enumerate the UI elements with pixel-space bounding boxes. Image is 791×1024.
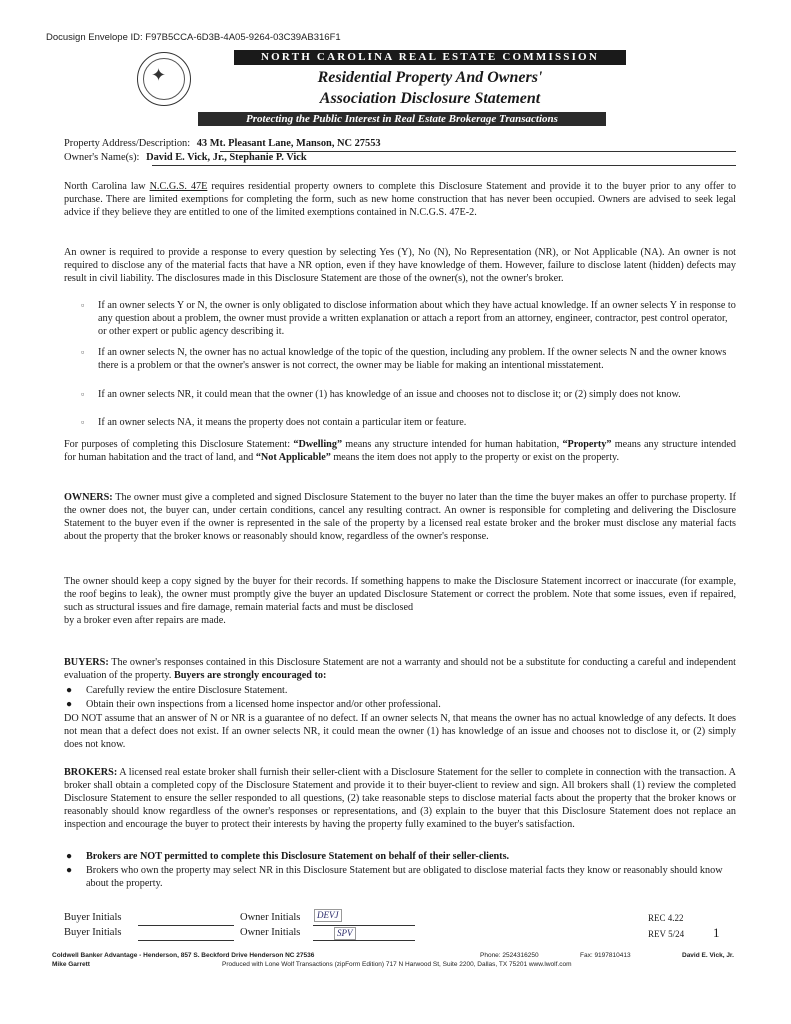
brokers-text: A licensed real estate broker shall furnish their seller-client with a Disclosure Statement for the seller to complete in connection with the transaction. A broker shall obtain a completed copy of the Disclosure Statement and provide it to their buyer-client to review and sign. All brokers shall (1) review the completed Disclosure Statement to ensure the seller responded to all questions, (2) take reasonable steps to disclose material facts about the property that the broker knows or reasonably should know regardless of the owner's responses or representations, and (3) explain to the buyer that this Disclosure Statement does not replace an inspection and encourage the buyer to protect their interests by having the property fully examined to the buyer's satisfaction.: [64, 767, 736, 831]
def-text-2: means any structure intended for human habitation,: [342, 439, 563, 450]
buyers-note: DO NOT assume that an answer of N or NR is a guarantee of no defect. If an owner selects N, that means the owner has no actual knowledge of any defects. It does not mean that a defect does not exist. If an owner selects NR, it could mean the owner (1) has knowledge of an issue and chooses not to disclose it, or (2) simply does not know.: [64, 713, 736, 751]
owners-heading: OWNERS:: [64, 492, 113, 503]
response-bullet-3: ▫ If an owner selects NR, it could mean that the owner (1) has knowledge of an issue and chooses not to disclose it; or (2) simply does not know.: [88, 388, 736, 401]
intro-text-b: requires residential property owners to complete this Disclosure Statement and provide it to the buyer prior to any offer to purchase. There are limited exemptions for completing the form, such as new home construction that has never been occupied. Owners are advised to seek legal advice if they believe they are entitled to one of the limited exemptions contained in N.C.G.S. 47E-2.: [64, 181, 736, 219]
footer-fax: Fax: 9197810413: [580, 952, 631, 959]
commission-banner: NORTH CAROLINA REAL ESTATE COMMISSION: [234, 50, 626, 65]
footer-brokerage: Coldwell Banker Advantage - Henderson, 857 S. Beckford Drive Henderson NC 27536: [52, 952, 315, 959]
owner-name-label: Owner's Name(s):: [64, 152, 140, 163]
response-bullet-text: If an owner selects NR, it could mean that the owner (1) has knowledge of an issue and chooses not to disclose it; or (2) simply does not know.: [98, 389, 681, 400]
owners-paragraph: [64, 491, 736, 543]
owners-text: The owner must give a completed and signed Disclosure Statement to the buyer no later than the time the buyer makes an offer to purchase property. If the owner does not, the buyer can, under certain conditions, cancel any resulting contract. An owner is responsible for completing and delivering the Disclosure Statement to the buyer even if the owner is represented in the sale of the property by a licensed real estate broker and the broker must disclose any material facts about the property that the broker knows or reasonably should know, regardless of the owner's response.: [64, 492, 736, 543]
def-text-3: means any structure intended for human habitation and the tract of land, and: [64, 439, 736, 464]
footer-agent: Mike Garrett: [52, 961, 90, 968]
owner-name-value[interactable]: David E. Vick, Jr., Stephanie P. Vick: [146, 152, 307, 163]
owner-name-row: [64, 152, 307, 163]
def-text-4: means the item does not apply to the property or exist on the property.: [330, 452, 620, 464]
definitions-paragraph: [64, 438, 736, 464]
footer-phone: Phone: 2524316250: [480, 952, 539, 959]
responses-paragraph: An owner is required to provide a response to every question by selecting Yes (Y), No (N), No Representation (NR), or Not Applicable (NA). An owner is not required to disclose any of the material facts that have a NR option, even if they have knowledge of them. However, failure to disclose latent (hidden) defects may result in civil liability. The disclosures made in this Disclosure Statement are those of the owner(s), not the owner's broker.: [64, 247, 736, 285]
response-bullet-2: ▫ If an owner selects N, the owner has no actual knowledge of the topic of the question, including any problem. If the owner selects N and the owner knows there is a problem or that the owner's answer is not correct, the owner may be liable for making an intentional misstatement.: [88, 346, 736, 372]
footer-produced-with: Produced with Lone Wolf Transactions (zipForm Edition) 717 N Harwood St, Suite 2200, Dallas, TX 75201 www.lwolf.com: [222, 961, 572, 968]
page-number: 1: [713, 925, 720, 940]
broker-bullet-text: Brokers are NOT permitted to complete this Disclosure Statement on behalf of their seller-clients.: [86, 851, 510, 862]
broker-bullet-2: ● Brokers who own the property may select NR in this Disclosure Statement but are obligated to disclose material facts they know or reasonably should know about the property.: [64, 864, 736, 890]
statute-link: N.C.G.S. 47E: [149, 181, 208, 192]
envelope-id: Docusign Envelope ID: F97B5CCA-6D3B-4A05-9264-03C39AB316F1: [46, 32, 341, 43]
property-address-label: Property Address/Description:: [64, 138, 191, 149]
form-title-line1: Residential Property And Owners': [317, 69, 543, 86]
def-not-applicable: “Not Applicable”: [255, 452, 331, 464]
def-property: “Property”: [562, 439, 612, 450]
response-bullet-1: ▫ If an owner selects Y or N, the owner is only obligated to disclose information about which they have actual knowledge. If an owner selects Y in response to any question about a problem, the owner must provide a written explanation or attach a report from an attorney, engineer, contractor, pest control operator, or other expert or public agency describing it.: [81, 300, 736, 338]
buyer-bullet-text: Obtain their own inspections from a licensed home inspector and/or other professional.: [86, 699, 441, 710]
response-bullet-4: ▫ If an owner selects NA, it means the property does not contain a particular item or feature.: [88, 416, 736, 429]
owner-initials-line-1: [313, 925, 415, 926]
buyers-text: The owner's responses contained in this Disclosure Statement are not a warranty and should not be a substitute for conducting a careful and independent evaluation of the property.: [64, 657, 736, 682]
property-address-value[interactable]: 43 Mt. Pleasant Lane, Manson, NC 27553: [196, 138, 381, 149]
buyers-encouraged: Buyers are strongly encouraged to:: [173, 670, 327, 682]
motto-banner: Protecting the Public Interest in Real Estate Brokerage Transactions: [198, 112, 606, 126]
owner-initials-label-1: Owner Initials: [240, 912, 301, 923]
response-bullet-text: If an owner selects NA, it means the property does not contain a particular item or feature.: [98, 417, 467, 428]
owners-copy-tail: by a broker even after repairs are made.: [64, 615, 226, 627]
broker-bullet-1: ● Brokers are NOT permitted to complete this Disclosure Statement on behalf of their seller-clients.: [64, 850, 736, 863]
buyer-bullet-text: Carefully review the entire Disclosure Statement.: [86, 685, 288, 696]
brokers-heading: BROKERS:: [64, 767, 118, 778]
commission-seal-icon: ✦: [137, 52, 191, 106]
response-bullet-text: If an owner selects N, the owner has no actual knowledge of the topic of the question, including any problem. If the owner selects N and the owner knows there is a problem or that the owner's answer is not correct, the owner may be liable for making an intentional misstatement.: [98, 347, 727, 372]
owners-copy-text: The owner should keep a copy signed by the buyer for their records. If something happens to make the Disclosure Statement incorrect or inaccurate (for example, the roof begins to leak), the owner must promptly give the buyer an updated Disclosure Statement or correct the problem. Note that some issues, even if repaired, such as structural issues and fire damage, remain material facts and must be disclosed: [64, 576, 736, 614]
def-dwelling: “Dwelling”: [293, 439, 343, 450]
footer-document-name: David E. Vick, Jr.: [682, 952, 734, 959]
intro-text-a: North Carolina law: [64, 181, 150, 192]
def-text-1: For purposes of completing this Disclosure Statement:: [64, 439, 294, 450]
property-address-row: [64, 138, 381, 149]
buyers-heading: BUYERS:: [64, 657, 109, 668]
buyers-paragraph: [64, 656, 736, 682]
brokers-paragraph: [64, 766, 736, 831]
buyer-initials-line-1[interactable]: [138, 925, 234, 926]
form-revision: REV 5/24: [648, 929, 685, 939]
buyer-initials-label-2: Buyer Initials: [64, 927, 122, 938]
form-code: REC 4.22: [648, 913, 684, 923]
owner-initials-signature-2[interactable]: SPV: [334, 927, 356, 940]
owner-underline: [152, 165, 736, 166]
buyer-bullet-2: ● Obtain their own inspections from a licensed home inspector and/or other professional.: [64, 698, 736, 711]
response-bullet-text: If an owner selects Y or N, the owner is only obligated to disclose information about which they have actual knowledge. If an owner selects Y in response to any question about a problem, the owner must provide a written explanation or attach a report from an attorney, engineer, contractor, pest control operator, or other expert or public agency describing it.: [98, 300, 736, 338]
owners-copy-paragraph: [64, 575, 736, 627]
intro-paragraph: [64, 180, 736, 219]
buyer-initials-line-2[interactable]: [138, 940, 234, 941]
broker-bullet-text: Brokers who own the property may select NR in this Disclosure Statement but are obligated to disclose material facts they know or reasonably should know about the property.: [86, 865, 723, 890]
buyer-initials-label-1: Buyer Initials: [64, 912, 122, 923]
owner-initials-label-2: Owner Initials: [240, 927, 301, 938]
owner-initials-signature-1[interactable]: DEVJ: [314, 909, 342, 922]
form-title-line2: Association Disclosure Statement: [319, 90, 541, 107]
owner-initials-line-2: [313, 940, 415, 941]
buyer-bullet-1: ● Carefully review the entire Disclosure Statement.: [64, 684, 736, 697]
